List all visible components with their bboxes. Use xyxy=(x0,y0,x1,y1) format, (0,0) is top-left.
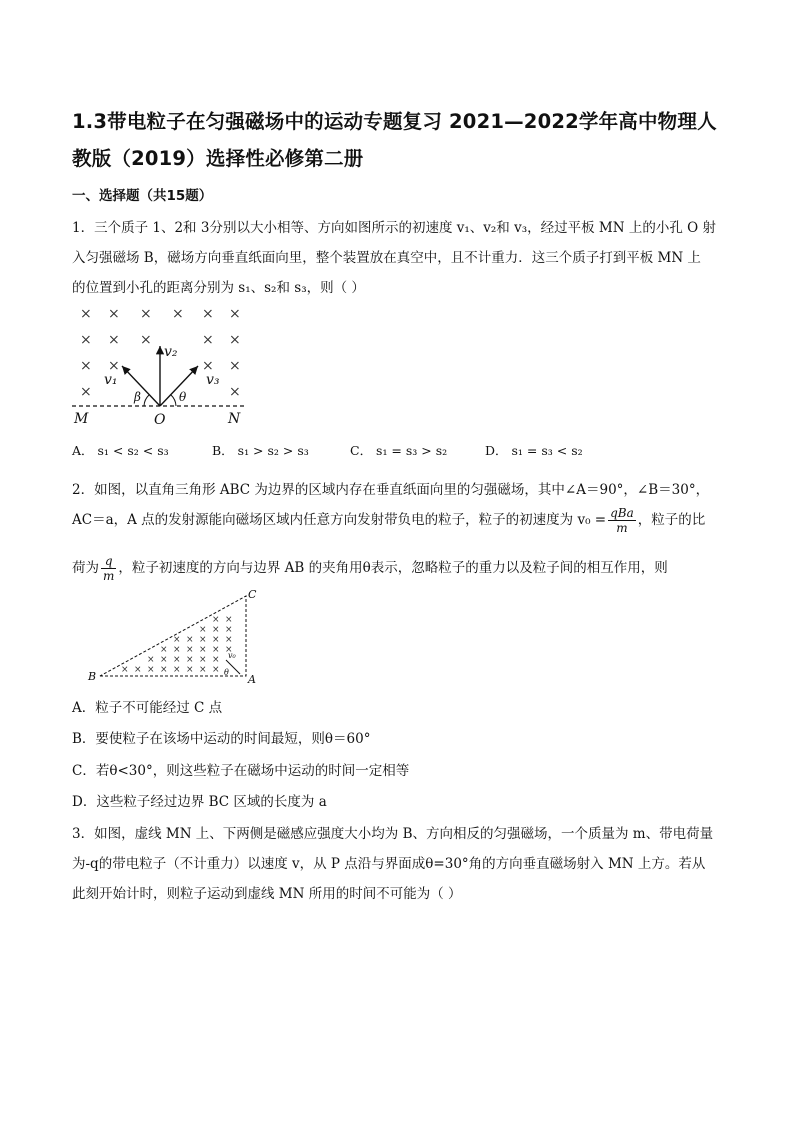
section-heading: 一、选择题（共15题） xyxy=(72,188,213,204)
label-a: A xyxy=(248,673,256,686)
label-c: C xyxy=(248,588,257,601)
field-cross: × xyxy=(199,625,207,635)
q1-stem-line-2: 入匀强磁场 B，磁场方向垂直纸面向里，整个装置放在真空中，且不计重力．这三个质子打到平板 MN 上 xyxy=(72,250,701,266)
q1-option-b[interactable]: B． s₁ > s₂ > s₃ xyxy=(212,443,309,458)
field-cross: × xyxy=(212,635,220,645)
fraction-numerator: q xyxy=(101,554,116,569)
field-cross: × xyxy=(229,358,241,374)
label-n: N xyxy=(228,411,241,427)
q2-option-d[interactable]: D．这些粒子经过边界 BC 区域的长度为 a xyxy=(72,794,327,810)
q1-stem-line-1: 1．三个质子 1、2和 3分别以大小相等、方向如图所示的初速度 v₁、v₂和 v₃，经过平板 MN 上的小孔 O 射 xyxy=(72,220,717,236)
field-cross: × xyxy=(80,384,92,400)
field-cross: × xyxy=(225,615,233,625)
fraction-denominator: m xyxy=(103,569,115,583)
field-cross: × xyxy=(108,332,120,348)
q2-line-3-end: ，粒子初速度的方向与边界 AB 的夹角用θ表示，忽略粒子的重力以及粒子间的相互作用，则 xyxy=(118,560,668,576)
field-cross: × xyxy=(186,645,194,655)
q2-line-3-start: 荷为 xyxy=(72,560,99,576)
field-cross: × xyxy=(225,635,233,645)
field-cross: × xyxy=(160,665,168,675)
field-cross: × xyxy=(225,625,233,635)
document-title: 1.3带电粒子在匀强磁场中的运动专题复习 2021—2022学年高中物理人教版（2019）选择性必修第二册 xyxy=(72,110,717,170)
field-cross: × xyxy=(212,615,220,625)
field-cross: × xyxy=(225,645,233,655)
q3-stem-line-2: 为-q的带电粒子（不计重力）以速度 v，从 P 点沿与界面成θ=30°角的方向垂直磁场射入 MN 上方。若从 xyxy=(72,856,706,872)
field-cross: × xyxy=(199,655,207,665)
q1-stem-line-3: 的位置到小孔的距离分别为 s₁、s₂和 s₃，则（ ） xyxy=(72,280,365,296)
field-cross: × xyxy=(202,332,214,348)
q2-line-2-end: ，粒子的比 xyxy=(637,512,706,528)
field-cross: × xyxy=(140,306,152,322)
q2-velocity-fraction xyxy=(608,506,636,535)
field-cross: × xyxy=(212,645,220,655)
field-cross: × xyxy=(173,645,181,655)
q3-stem-line-3: 此刻开始计时，则粒子运动到虚线 MN 所用的时间不可能为（ ） xyxy=(72,886,462,902)
field-cross: × xyxy=(186,655,194,665)
q1-option-d[interactable]: D． s₁ = s₃ < s₂ xyxy=(485,443,583,458)
q2-figure xyxy=(84,584,274,690)
label-theta: θ xyxy=(179,390,187,404)
label-beta: β xyxy=(134,390,141,404)
field-cross: × xyxy=(212,665,220,675)
field-cross: × xyxy=(147,665,155,675)
field-cross: × xyxy=(202,306,214,322)
field-cross: × xyxy=(134,665,142,675)
field-cross: × xyxy=(108,358,120,374)
field-cross: × xyxy=(199,635,207,645)
v1-arrow xyxy=(122,366,160,406)
label-b: B xyxy=(88,670,97,683)
field-cross: × xyxy=(199,645,207,655)
q3-stem-line-1: 3．如图，虚线 MN 上、下两侧是磁感应强度大小均为 B、方向相反的匀强磁场，一个质量为 m、带电荷量 xyxy=(72,826,714,842)
fraction-denominator: m xyxy=(616,521,628,535)
label-v0: v₀ xyxy=(228,651,236,660)
field-cross: × xyxy=(173,655,181,665)
q2-stem-line-1: 2．如图，以直角三角形 ABC 为边界的区域内存在垂直纸面向里的匀强磁场，其中∠A＝90°，∠B＝30°， xyxy=(72,482,710,498)
field-cross: × xyxy=(172,306,184,322)
q2-magnetic-field-crosses xyxy=(121,615,233,675)
q2-option-b[interactable]: B．要使粒子在该场中运动的时间最短，则θ＝60° xyxy=(72,731,371,747)
field-cross: × xyxy=(173,635,181,645)
q1-option-a[interactable]: A． s₁ < s₂ < s₃ xyxy=(72,443,169,458)
label-v2: v₂ xyxy=(164,344,178,360)
field-cross: × xyxy=(229,384,241,400)
field-cross: × xyxy=(140,332,152,348)
q1-option-c[interactable]: C． s₁ = s₃ > s₂ xyxy=(350,443,448,458)
q1-figure xyxy=(72,300,262,432)
field-cross: × xyxy=(186,635,194,645)
fraction-numerator: qBa xyxy=(610,506,634,520)
field-cross: × xyxy=(199,665,207,675)
label-m: M xyxy=(74,411,89,427)
q2-charge-mass-ratio-fraction xyxy=(101,554,116,583)
theta-angle-arc xyxy=(171,395,176,406)
field-cross: × xyxy=(229,306,241,322)
label-o: O xyxy=(154,412,166,428)
q2-stem-line-3 xyxy=(72,554,668,583)
field-cross: × xyxy=(147,655,155,665)
q2-line-2-start: AC＝a，A 点的发射源能向磁场区域内任意方向发射带负电的粒子，粒子的初速度为 v₀ = xyxy=(72,512,607,528)
field-cross: × xyxy=(108,306,120,322)
label-v1: v₁ xyxy=(104,372,118,388)
field-cross: × xyxy=(80,358,92,374)
q2-stem-line-2 xyxy=(72,506,705,535)
field-cross: × xyxy=(80,332,92,348)
field-cross: × xyxy=(212,625,220,635)
field-cross: × xyxy=(121,665,129,675)
field-cross: × xyxy=(212,655,220,665)
field-cross: × xyxy=(160,645,168,655)
field-cross: × xyxy=(186,665,194,675)
field-cross: × xyxy=(160,655,168,665)
beta-angle-arc xyxy=(144,395,149,406)
field-cross: × xyxy=(173,665,181,675)
field-cross: × xyxy=(229,332,241,348)
q2-option-a[interactable]: A．粒子不可能经过 C 点 xyxy=(72,700,223,716)
field-cross: × xyxy=(80,306,92,322)
field-cross: × xyxy=(202,358,214,374)
q2-option-c[interactable]: C．若θ<30°，则这些粒子在磁场中运动的时间一定相等 xyxy=(72,763,410,779)
label-v3: v₃ xyxy=(206,372,220,388)
label-theta: θ xyxy=(224,668,229,677)
